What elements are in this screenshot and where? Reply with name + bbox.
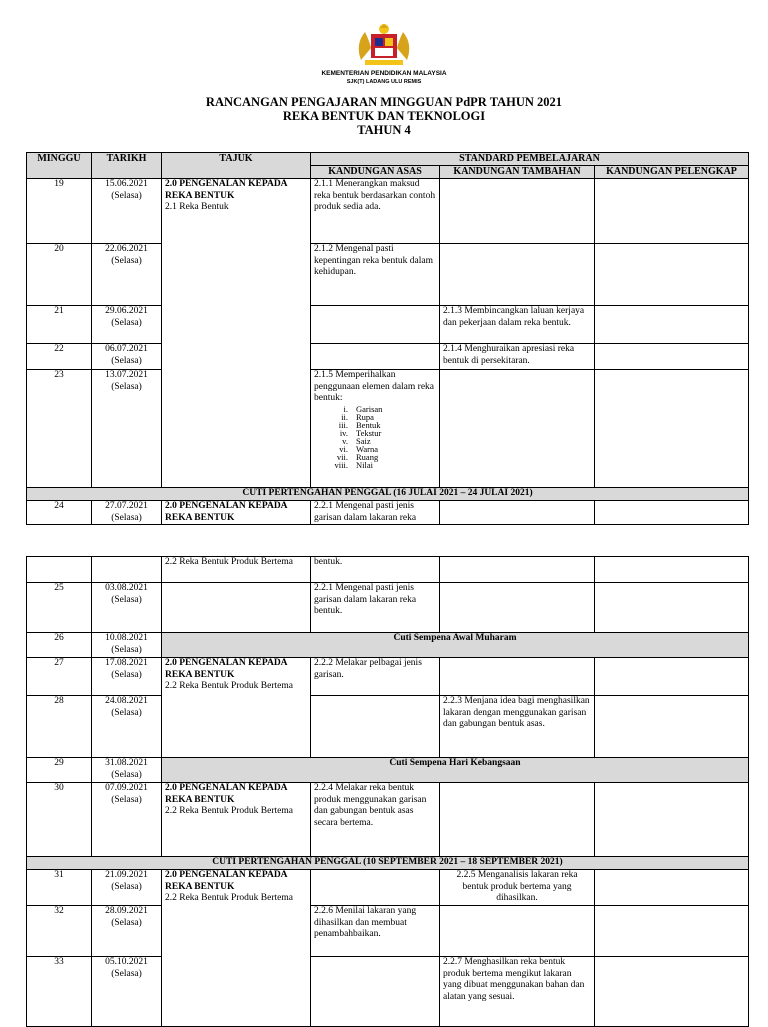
- asas-cell: [311, 306, 440, 344]
- holiday-cell: Cuti Sempena Hari Kebangsaan: [162, 758, 749, 783]
- ministry-name: KEMENTERIAN PENDIDIKAN MALAYSIA: [321, 70, 447, 77]
- document-title: RANCANGAN PENGAJARAN MINGGUAN PdPR TAHUN 2021: [205, 95, 563, 109]
- table-row: [27, 344, 749, 370]
- tambahan-cell: 2.1.3 Membincangkan laluan kerjaya dan pekerjaan dalam reka bentuk.: [440, 306, 595, 344]
- table-row: [27, 179, 749, 244]
- week-cell: 25: [27, 583, 92, 633]
- list-item: iv. Tekstur: [339, 427, 382, 438]
- table-row: [27, 370, 749, 488]
- asas-cell: 2.2.1 Mengenal pasti jenis garisan dalam lakaran reka bentuk.: [311, 583, 440, 633]
- tambahan-cell: [440, 244, 595, 306]
- list-item: viii. Nilai: [334, 459, 373, 470]
- table-row: [27, 306, 749, 344]
- tambahan-cell: [440, 658, 595, 696]
- pelengkap-cell: [595, 501, 749, 525]
- tambahan-cell: [440, 583, 595, 633]
- table-row: [27, 906, 749, 957]
- table-row: [27, 557, 749, 583]
- asas-cell: 2.2.4 Melakar reka bentuk produk menggunakan garisan dan gabungan bentuk asas secara bertema.: [311, 783, 440, 857]
- year-title: TAHUN 4: [357, 123, 411, 137]
- asas-cell: bentuk.: [311, 557, 440, 583]
- school-name: SJK(T) LADANG ULU REMIS: [346, 79, 422, 85]
- lesson-plan-table-page1: [26, 152, 749, 525]
- pelengkap-cell: [595, 906, 749, 957]
- topic-cell: 2.0 PENGENALAN KEPADA REKA BENTUK 2.2 Reka Bentuk Produk Bertema: [162, 870, 311, 1027]
- pelengkap-cell: [595, 370, 749, 488]
- header-standard: STANDARD PEMBELAJARAN: [311, 153, 749, 166]
- table-row: [27, 957, 749, 1027]
- week-cell: 26: [27, 633, 92, 658]
- pelengkap-cell: [595, 696, 749, 758]
- list-item: iii. Bentuk: [338, 419, 381, 430]
- table-row: [27, 658, 749, 696]
- date-cell: 27.07.2021 (Selasa): [92, 501, 162, 525]
- week-cell: 22: [27, 344, 92, 370]
- lesson-plan-table-page2: [26, 556, 749, 1027]
- date-cell: 06.07.2021 (Selasa): [92, 344, 162, 370]
- week-cell: 24: [27, 501, 92, 525]
- pelengkap-cell: [595, 557, 749, 583]
- asas-cell: 2.1.5 Memperihalkan penggunaan elemen dalam reka bentuk: i. Garisan ii. Rupa iii. Bentuk iv. Tekstur v. Saiz vi. Warna vii. Ruang viii. Nilai: [311, 370, 440, 488]
- date-cell: 24.08.2021 (Selasa): [92, 696, 162, 758]
- date-cell: 05.10.2021 (Selasa): [92, 957, 162, 1027]
- date-cell: 10.08.2021 (Selasa): [92, 633, 162, 658]
- date-cell: 17.08.2021 (Selasa): [92, 658, 162, 696]
- tambahan-cell: 2.2.5 Menganalisis lakaran reka bentuk produk bertema yang dihasilkan.: [440, 870, 595, 906]
- week-cell: 23: [27, 370, 92, 488]
- week-cell: 20: [27, 244, 92, 306]
- tambahan-cell: [440, 557, 595, 583]
- date-cell: [92, 557, 162, 583]
- list-item: i. Garisan: [343, 403, 383, 414]
- table-row: [27, 244, 749, 306]
- date-cell: 31.08.2021 (Selasa): [92, 758, 162, 783]
- week-cell: 30: [27, 783, 92, 857]
- pelengkap-cell: [595, 658, 749, 696]
- element-list: [314, 405, 436, 469]
- list-item: ii. Rupa: [341, 411, 374, 422]
- week-cell: 28: [27, 696, 92, 758]
- list-item: v. Saiz: [342, 435, 371, 446]
- tambahan-cell: [440, 370, 595, 488]
- pelengkap-cell: [595, 783, 749, 857]
- date-cell: 29.06.2021 (Selasa): [92, 306, 162, 344]
- pelengkap-cell: [595, 583, 749, 633]
- table-row: [27, 870, 749, 906]
- topic-cell: 2.0 PENGENALAN KEPADA REKA BENTUK: [162, 501, 311, 525]
- table-row: [27, 633, 749, 658]
- holiday-cell: Cuti Sempena Awal Muharam: [162, 633, 749, 658]
- header-asas: KANDUNGAN ASAS: [311, 166, 440, 179]
- header-pelengkap: KANDUNGAN PELENGKAP: [595, 166, 749, 179]
- pelengkap-cell: [595, 344, 749, 370]
- table-row: [27, 501, 749, 525]
- date-cell: 13.07.2021 (Selasa): [92, 370, 162, 488]
- week-cell: 32: [27, 906, 92, 957]
- subject-title: REKA BENTUK DAN TEKNOLOGI: [282, 109, 486, 123]
- topic-cell: [162, 583, 311, 633]
- date-cell: 21.09.2021 (Selasa): [92, 870, 162, 906]
- asas-cell: 2.1.1 Menerangkan maksud reka bentuk berdasarkan contoh produk sedia ada.: [311, 179, 440, 244]
- week-cell: 33: [27, 957, 92, 1027]
- asas-cell: [311, 344, 440, 370]
- asas-cell: 2.1.2 Mengenal pasti kepentingan reka bentuk dalam kehidupan.: [311, 244, 440, 306]
- asas-cell: 2.2.2 Melakar pelbagai jenis garisan.: [311, 658, 440, 696]
- week-cell: 21: [27, 306, 92, 344]
- tambahan-cell: 2.1.4 Menghuraikan apresiasi reka bentuk di persekitaran.: [440, 344, 595, 370]
- pelengkap-cell: [595, 306, 749, 344]
- tambahan-cell: [440, 783, 595, 857]
- header-minggu: MINGGU: [27, 153, 92, 179]
- table-row: [27, 758, 749, 783]
- asas-cell: [311, 870, 440, 906]
- table-row: [27, 696, 749, 758]
- week-cell: 27: [27, 658, 92, 696]
- pelengkap-cell: [595, 244, 749, 306]
- tambahan-cell: 2.2.7 Menghasilkan reka bentuk produk bertema mengikut lakaran yang dibuat menggunakan bahan dan alatan yang sesuai.: [440, 957, 595, 1027]
- pelengkap-cell: [595, 957, 749, 1027]
- week-cell: 31: [27, 870, 92, 906]
- date-cell: 07.09.2021 (Selasa): [92, 783, 162, 857]
- pelengkap-cell: [595, 870, 749, 906]
- date-cell: 03.08.2021 (Selasa): [92, 583, 162, 633]
- tambahan-cell: 2.2.3 Menjana idea bagi menghasilkan lakaran dengan menggunakan garisan dan gabungan bentuk asas.: [440, 696, 595, 758]
- asas-cell: [311, 696, 440, 758]
- date-cell: 15.06.2021 (Selasa): [92, 179, 162, 244]
- table-row: [27, 583, 749, 633]
- asas-cell: [311, 957, 440, 1027]
- holiday-band: CUTI PERTENGAHAN PENGGAL (16 JULAI 2021 – 24 JULAI 2021): [27, 488, 749, 501]
- week-cell: 19: [27, 179, 92, 244]
- list-item: vii. Ruang: [336, 451, 379, 462]
- holiday-band: CUTI PERTENGAHAN PENGGAL (10 SEPTEMBER 2021 – 18 SEPTEMBER 2021): [27, 857, 749, 870]
- date-cell: 22.06.2021 (Selasa): [92, 244, 162, 306]
- malaysia-coat-of-arms-icon: [351, 22, 417, 68]
- week-cell: 29: [27, 758, 92, 783]
- header-tarikh: TARIKH: [92, 153, 162, 179]
- asas-cell: 2.2.6 Menilai lakaran yang dihasilkan dan membuat penambahbaikan.: [311, 906, 440, 957]
- date-cell: 28.09.2021 (Selasa): [92, 906, 162, 957]
- topic-cell: 2.0 PENGENALAN KEPADA REKA BENTUK 2.1 Reka Bentuk: [162, 179, 311, 488]
- table-row: [27, 783, 749, 857]
- asas-cell: 2.2.1 Mengenal pasti jenis garisan dalam lakaran reka: [311, 501, 440, 525]
- pelengkap-cell: [595, 179, 749, 244]
- topic-cell: 2.0 PENGENALAN KEPADA REKA BENTUK 2.2 Reka Bentuk Produk Bertema: [162, 783, 311, 857]
- week-cell: [27, 557, 92, 583]
- topic-cell: 2.2 Reka Bentuk Produk Bertema: [162, 557, 311, 583]
- tambahan-cell: [440, 906, 595, 957]
- tambahan-cell: [440, 179, 595, 244]
- header-tajuk: TAJUK: [162, 153, 311, 179]
- tambahan-cell: [440, 501, 595, 525]
- topic-cell: 2.0 PENGENALAN KEPADA REKA BENTUK 2.2 Reka Bentuk Produk Bertema: [162, 658, 311, 758]
- header-tambahan: KANDUNGAN TAMBAHAN: [440, 166, 595, 179]
- list-item: vi. Warna: [339, 443, 378, 454]
